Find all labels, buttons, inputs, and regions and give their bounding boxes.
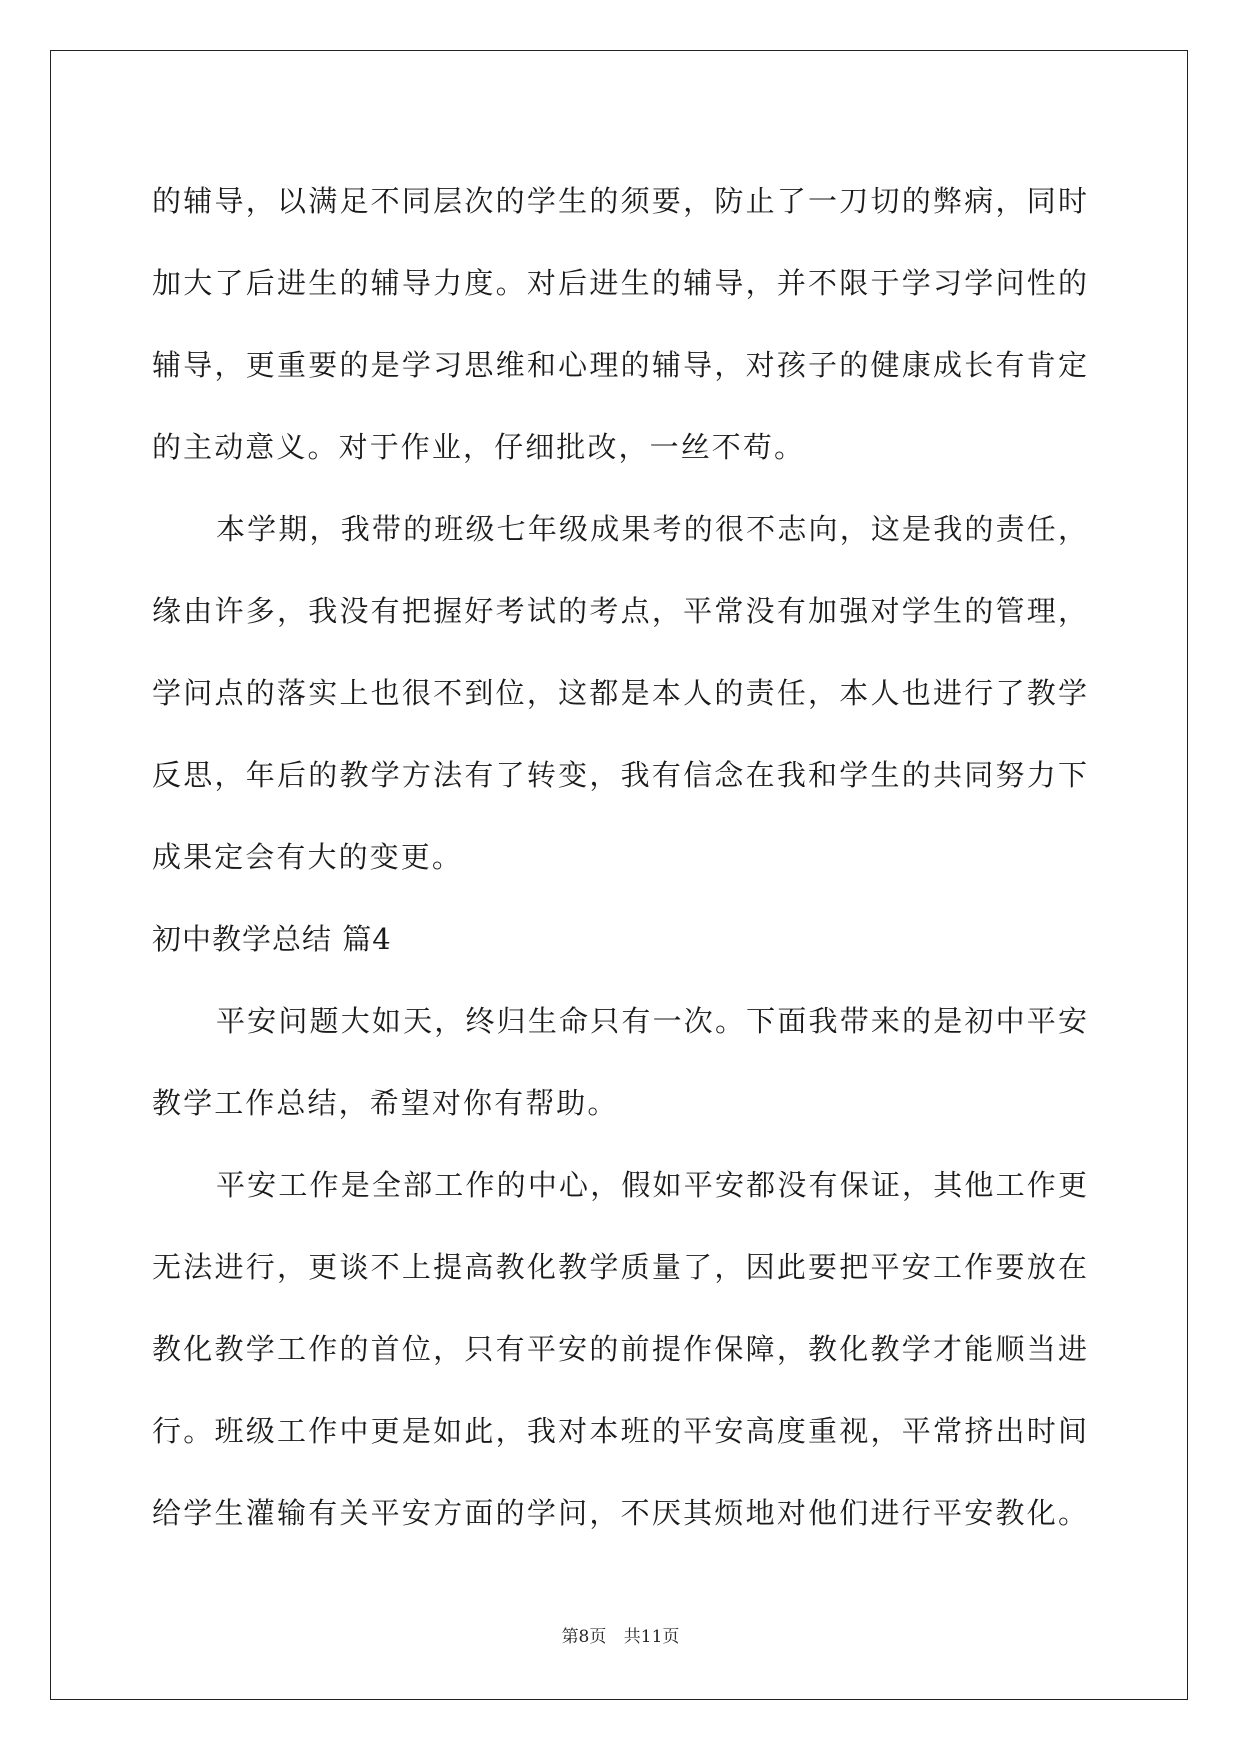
- text-line: 辅导，更重要的是学习思维和心理的辅导，对孩子的健康成长有肯定: [152, 348, 1087, 382]
- text-line: 加大了后进生的辅导力度。对后进生的辅导，并不限于学习学问性的: [152, 266, 1087, 300]
- section-heading: 初中教学总结 篇4: [152, 922, 392, 956]
- page-total: 共11页: [623, 1627, 680, 1647]
- document-body: [152, 160, 1087, 1554]
- page-number: 第8页: [561, 1627, 607, 1647]
- text-line: 反思，年后的教学方法有了转变，我有信念在我和学生的共同努力下: [152, 758, 1087, 792]
- page-footer: [0, 1622, 1241, 1647]
- paragraph-first-line: 本学期，我带的班级七年级成果考的很不志向，这是我的责任，: [216, 512, 1087, 546]
- paragraph-first-line: 平安工作是全部工作的中心，假如平安都没有保证，其他工作更: [216, 1168, 1087, 1202]
- text-line: 给学生灌输有关平安方面的学问，不厌其烦地对他们进行平安教化。: [152, 1496, 1087, 1530]
- text-line: 教学工作总结，希望对你有帮助。: [152, 1086, 619, 1120]
- text-line: 学问点的落实上也很不到位，这都是本人的责任，本人也进行了教学: [152, 676, 1087, 710]
- paragraph-first-line: 平安问题大如天，终归生命只有一次。下面我带来的是初中平安: [216, 1004, 1087, 1038]
- text-line: 无法进行，更谈不上提高教化教学质量了，因此要把平安工作要放在: [152, 1250, 1087, 1284]
- text-line: 的主动意义。对于作业，仔细批改，一丝不苟。: [152, 430, 806, 464]
- text-line: 教化教学工作的首位，只有平安的前提作保障，教化教学才能顺当进: [152, 1332, 1087, 1366]
- text-line: 缘由许多，我没有把握好考试的考点，平常没有加强对学生的管理，: [152, 594, 1087, 628]
- text-line: 的辅导，以满足不同层次的学生的须要，防止了一刀切的弊病，同时: [152, 184, 1087, 218]
- text-line: 成果定会有大的变更。: [152, 840, 464, 874]
- text-line: 行。班级工作中更是如此，我对本班的平安高度重视，平常挤出时间: [152, 1414, 1087, 1448]
